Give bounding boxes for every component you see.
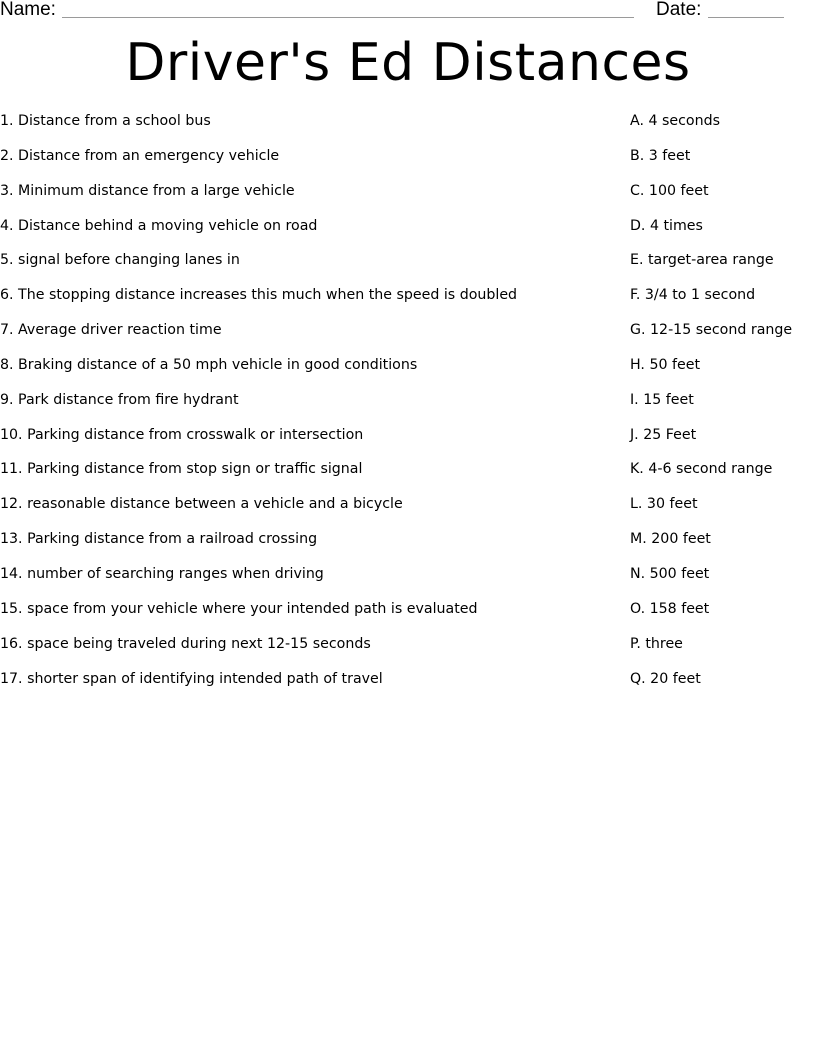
question-item: 7. Average driver reaction time — [0, 322, 222, 339]
question-item: 17. shorter span of identifying intended path of travel — [0, 670, 383, 687]
question-item: 10. Parking distance from crosswalk or intersection — [0, 426, 364, 443]
answer-item: K. 4-6 second range — [630, 461, 773, 478]
question-item: 15. space from your vehicle where your intended path is evaluated — [0, 600, 478, 617]
question-item: 9. Park distance from fire hydrant — [0, 391, 239, 408]
answer-item: J. 25 Feet — [630, 426, 697, 443]
answer-list — [630, 111, 816, 703]
name-field-line — [62, 17, 634, 18]
answer-item: C. 100 feet — [630, 182, 709, 199]
answer-item: N. 500 feet — [630, 565, 710, 582]
answer-item: F. 3/4 to 1 second — [630, 287, 756, 304]
answer-item: H. 50 feet — [630, 356, 701, 373]
question-item: 2. Distance from an emergency vehicle — [0, 147, 280, 164]
answer-item: Q. 20 feet — [630, 670, 701, 687]
question-item: 13. Parking distance from a railroad crossing — [0, 531, 318, 548]
answer-item: B. 3 feet — [630, 147, 691, 164]
answer-item: O. 158 feet — [630, 600, 710, 617]
answer-item: G. 12-15 second range — [630, 322, 793, 339]
question-item: 11. Parking distance from stop sign or traffic signal — [0, 461, 363, 478]
question-item: 4. Distance behind a moving vehicle on road — [0, 217, 318, 234]
question-item: 14. number of searching ranges when driving — [0, 565, 324, 582]
question-item: 8. Braking distance of a 50 mph vehicle in good conditions — [0, 356, 418, 373]
date-label: Date: — [656, 0, 702, 20]
answer-item: L. 30 feet — [630, 496, 698, 513]
question-item: 3. Minimum distance from a large vehicle — [0, 182, 295, 199]
date-field-line — [708, 17, 784, 18]
name-label: Name: — [0, 0, 56, 20]
answer-item: P. three — [630, 635, 683, 652]
answer-item: E. target-area range — [630, 252, 774, 269]
question-item: 1. Distance from a school bus — [0, 113, 211, 129]
question-item: 6. The stopping distance increases this much when the speed is doubled — [0, 287, 518, 304]
worksheet-header — [0, 0, 816, 24]
answer-item: M. 200 feet — [630, 531, 711, 548]
answer-item: I. 15 feet — [630, 391, 694, 408]
question-item: 16. space being traveled during next 12-15 seconds — [0, 635, 371, 652]
question-list — [0, 111, 600, 703]
answer-item: A. 4 seconds — [630, 113, 721, 129]
question-item: 12. reasonable distance between a vehicle and a bicycle — [0, 496, 403, 513]
question-item: 5. signal before changing lanes in — [0, 252, 240, 269]
answer-item: D. 4 times — [630, 217, 703, 234]
worksheet-title: Driver's Ed Distances — [125, 33, 691, 93]
